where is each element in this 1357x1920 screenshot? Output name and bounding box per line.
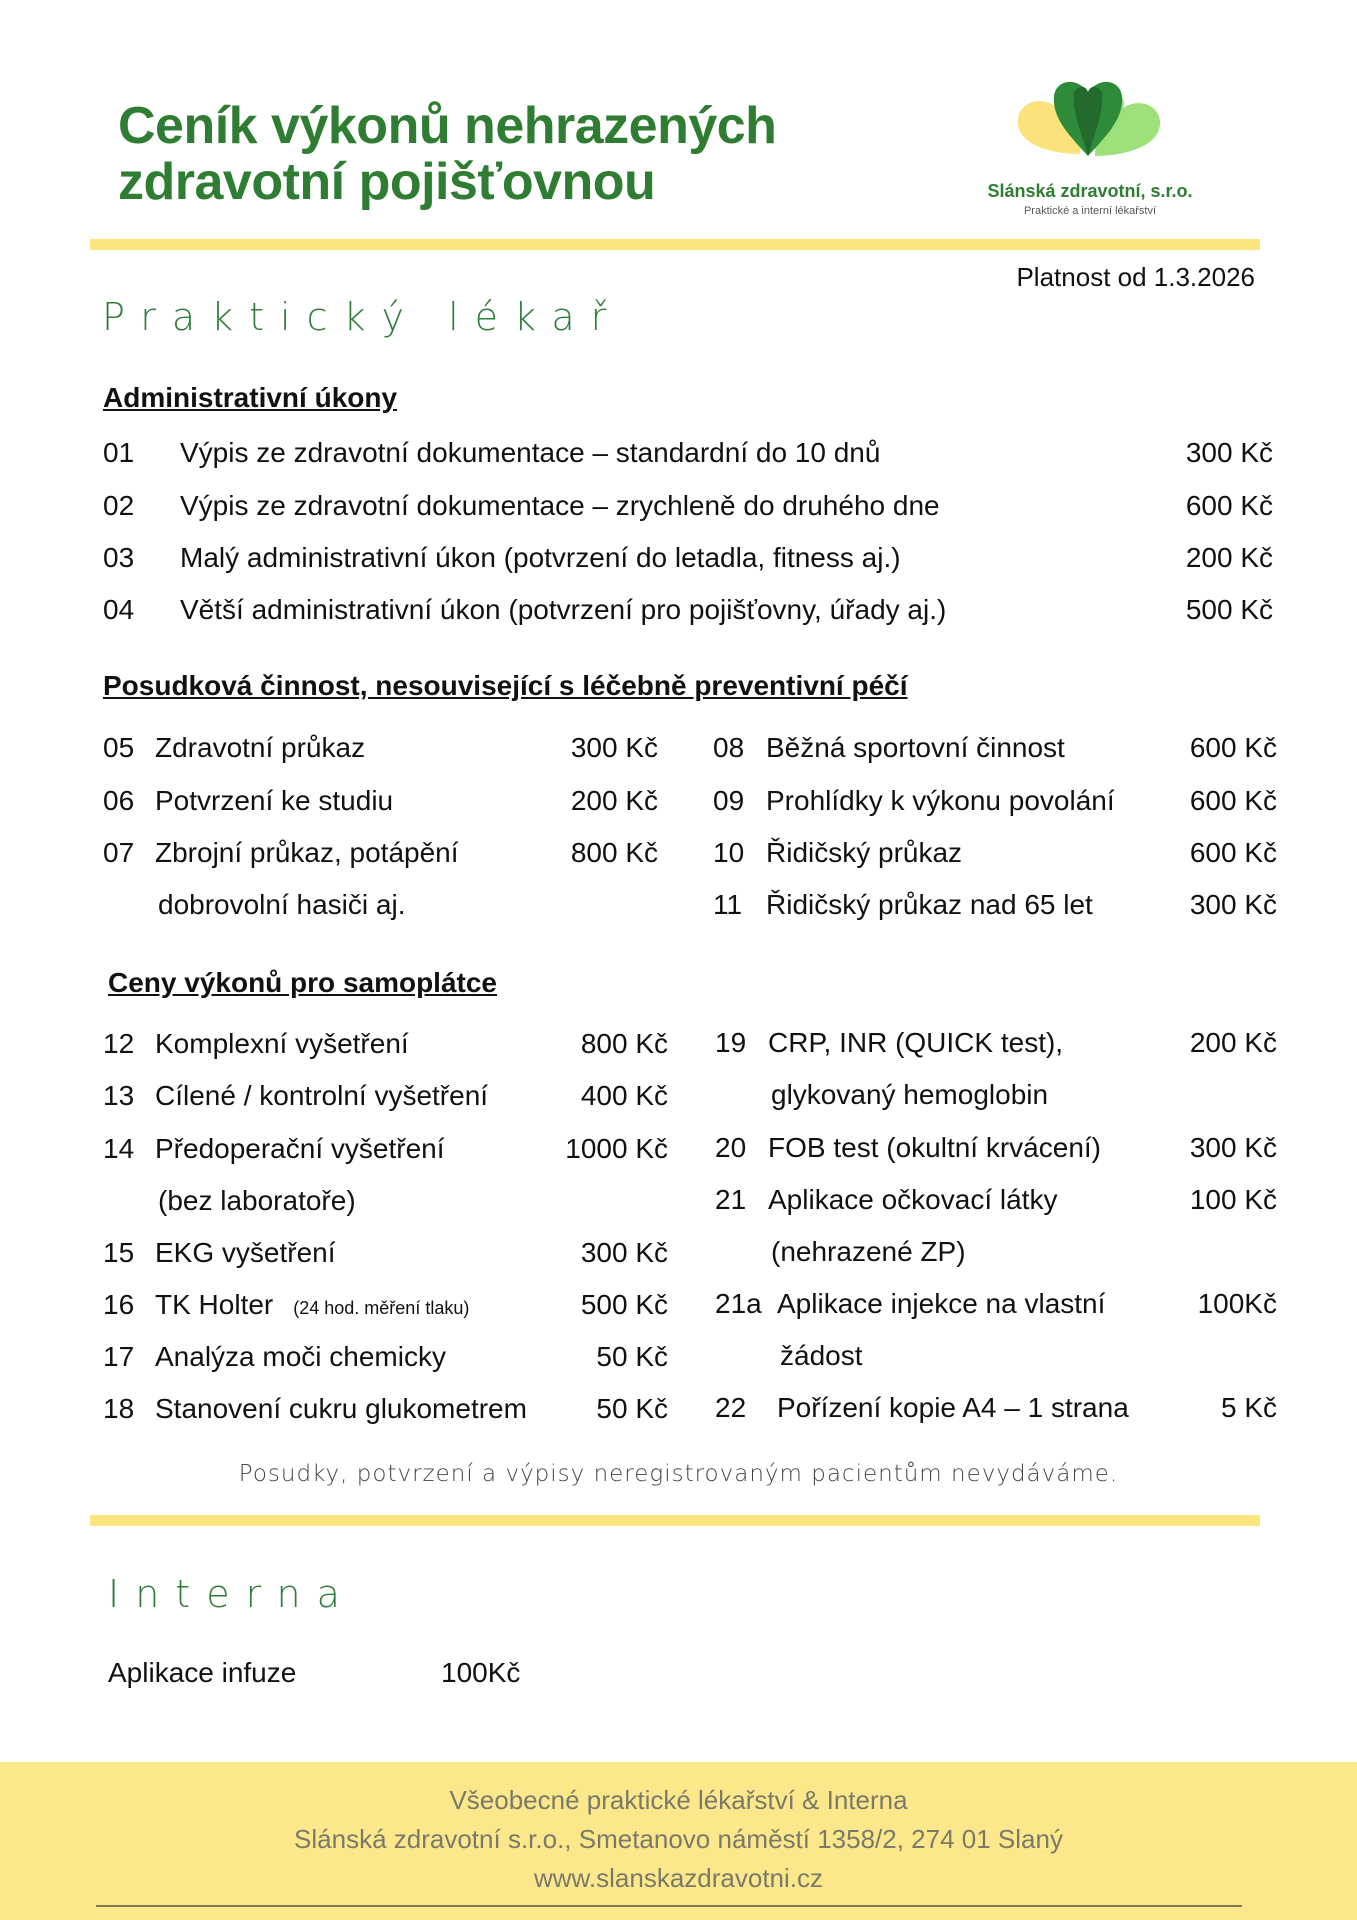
item-label: Potvrzení ke studiu: [155, 785, 394, 816]
item-price: 50 Kč: [596, 1341, 668, 1372]
item-code: 09: [713, 785, 745, 816]
section-title-interna: Interna: [108, 1572, 356, 1616]
item-price: 300 Kč: [1189, 1132, 1277, 1163]
footer-line-1: Všeobecné praktické lékařství & Interna: [449, 1785, 908, 1815]
item-code: 12: [103, 1028, 135, 1059]
top-divider: [90, 239, 1260, 250]
item-code: 21: [715, 1184, 747, 1215]
heading-samoplatci: Ceny výkonů pro samoplátce: [108, 967, 498, 998]
item-label: Řidičský průkaz: [766, 837, 963, 868]
item-label: Výpis ze zdravotní dokumentace – standardní do 10 dnů: [180, 437, 881, 468]
item-label: Komplexní vyšetření: [155, 1028, 409, 1059]
footer-website-link[interactable]: www.slanskazdravotni.cz: [534, 1863, 823, 1893]
item-price: 500 Kč: [580, 1289, 668, 1320]
item-label: Aplikace infuze: [108, 1657, 297, 1688]
item-label-continued: žádost: [780, 1340, 863, 1371]
item-label: Stanovení cukru glukometrem: [155, 1393, 527, 1424]
item-code: 08: [713, 732, 745, 763]
item-price: 400 Kč: [580, 1080, 668, 1111]
footer-address: Slánská zdravotní s.r.o., Smetanovo náměstí 1358/2, 274 01 Slaný: [294, 1824, 1063, 1854]
footer-rule: [96, 1905, 1242, 1907]
item-price: 600 Kč: [1189, 785, 1277, 816]
item-price: 800 Kč: [580, 1028, 668, 1059]
item-label: CRP, INR (QUICK test),: [768, 1027, 1064, 1058]
item-label: Větší administrativní úkon (potvrzení pro pojišťovny, úřady aj.): [180, 594, 947, 625]
item-code: 18: [103, 1393, 135, 1424]
item-code: 21a: [715, 1288, 762, 1319]
item-label: Aplikace očkovací látky: [768, 1184, 1058, 1215]
item-code: 07: [103, 837, 135, 868]
title-line-2: zdravotní pojišťovnou: [118, 153, 656, 211]
item-code: 04: [103, 594, 135, 625]
item-price: 800 Kč: [570, 837, 658, 868]
item-label: TK Holter: [155, 1289, 274, 1320]
item-note: (24 hod. měření tlaku): [293, 1298, 470, 1318]
title-line-1: Ceník výkonů nehrazených: [118, 97, 777, 155]
item-label: Výpis ze zdravotní dokumentace – zrychleně do druhého dne: [180, 490, 940, 521]
item-price: 600 Kč: [1189, 732, 1277, 763]
item-code: 15: [103, 1237, 135, 1268]
item-label: Aplikace injekce na vlastní: [777, 1288, 1106, 1319]
item-label: Zbrojní průkaz, potápění: [155, 837, 459, 868]
item-label: Analýza moči chemicky: [155, 1341, 446, 1372]
item-label: EKG vyšetření: [155, 1237, 336, 1268]
item-code: 14: [103, 1133, 135, 1164]
item-label-continued: glykovaný hemoglobin: [771, 1079, 1049, 1110]
middle-divider: [90, 1515, 1260, 1526]
item-price: 200 Kč: [570, 785, 658, 816]
item-price: 100 Kč: [1189, 1184, 1277, 1215]
item-label-continued: dobrovolní hasiči aj.: [158, 889, 406, 920]
item-code: 01: [103, 437, 135, 468]
item-code: 03: [103, 542, 135, 573]
item-code: 10: [713, 837, 745, 868]
item-price: 100Kč: [1197, 1288, 1277, 1319]
item-label: Běžná sportovní činnost: [766, 732, 1065, 763]
heading-admin: Administrativní úkony: [103, 382, 398, 413]
item-label: Pořízení kopie A4 – 1 strana: [777, 1392, 1129, 1423]
item-code: 16: [103, 1289, 135, 1320]
item-code: 13: [103, 1080, 135, 1111]
item-price: 600 Kč: [1185, 490, 1273, 521]
item-code: 20: [715, 1132, 747, 1163]
interna-item-price: 100Kč: [441, 1657, 521, 1688]
interna-item: [108, 1657, 296, 1689]
item-price: 5 Kč: [1220, 1392, 1277, 1423]
item-label: Cílené / kontrolní vyšetření: [155, 1080, 489, 1111]
item-code: 02: [103, 490, 135, 521]
item-code: 05: [103, 732, 135, 763]
item-label: FOB test (okultní krvácení): [768, 1132, 1101, 1163]
item-label: Prohlídky k výkonu povolání: [766, 785, 1115, 816]
item-label-continued: (nehrazené ZP): [771, 1236, 966, 1267]
item-label-continued: (bez laboratoře): [158, 1185, 356, 1216]
logo-subtitle: Praktické a interní lékařství: [1023, 205, 1157, 217]
item-price: 200 Kč: [1185, 542, 1273, 573]
item-price: 200 Kč: [1189, 1027, 1277, 1058]
item-price: 300 Kč: [1185, 437, 1273, 468]
heading-posudky: Posudková činnost, nesouvisející s léčebně preventivní péčí: [103, 670, 908, 701]
item-price: 600 Kč: [1189, 837, 1277, 868]
item-code: 17: [103, 1341, 135, 1372]
item-price: 500 Kč: [1185, 594, 1273, 625]
item-label: Řidičský průkaz nad 65 let: [766, 889, 1093, 920]
item-code: 19: [715, 1027, 747, 1058]
item-code: 22: [715, 1392, 747, 1423]
validity-date: Platnost od 1.3.2026: [1016, 262, 1255, 292]
logo-company-name: Slánská zdravotní, s.r.o.: [987, 181, 1193, 201]
item-label: Zdravotní průkaz: [155, 732, 366, 763]
item-price: 300 Kč: [570, 732, 658, 763]
page-title: [118, 98, 776, 210]
item-price: 1000 Kč: [565, 1133, 668, 1164]
item-label: Předoperační vyšetření: [155, 1133, 445, 1164]
section-title-prakticky: Praktický lékař: [102, 295, 623, 339]
item-price: 300 Kč: [1189, 889, 1277, 920]
item-code: 11: [713, 889, 743, 920]
logo-hearts-icon: [1010, 74, 1170, 174]
item-price: 50 Kč: [596, 1393, 668, 1424]
item-label: Malý administrativní úkon (potvrzení do letadla, fitness aj.): [180, 542, 901, 573]
item-code: 06: [103, 785, 135, 816]
notice-text: Posudky, potvrzení a výpisy neregistrovaným pacientům nevydáváme.: [238, 1461, 1119, 1487]
item-price: 300 Kč: [580, 1237, 668, 1268]
